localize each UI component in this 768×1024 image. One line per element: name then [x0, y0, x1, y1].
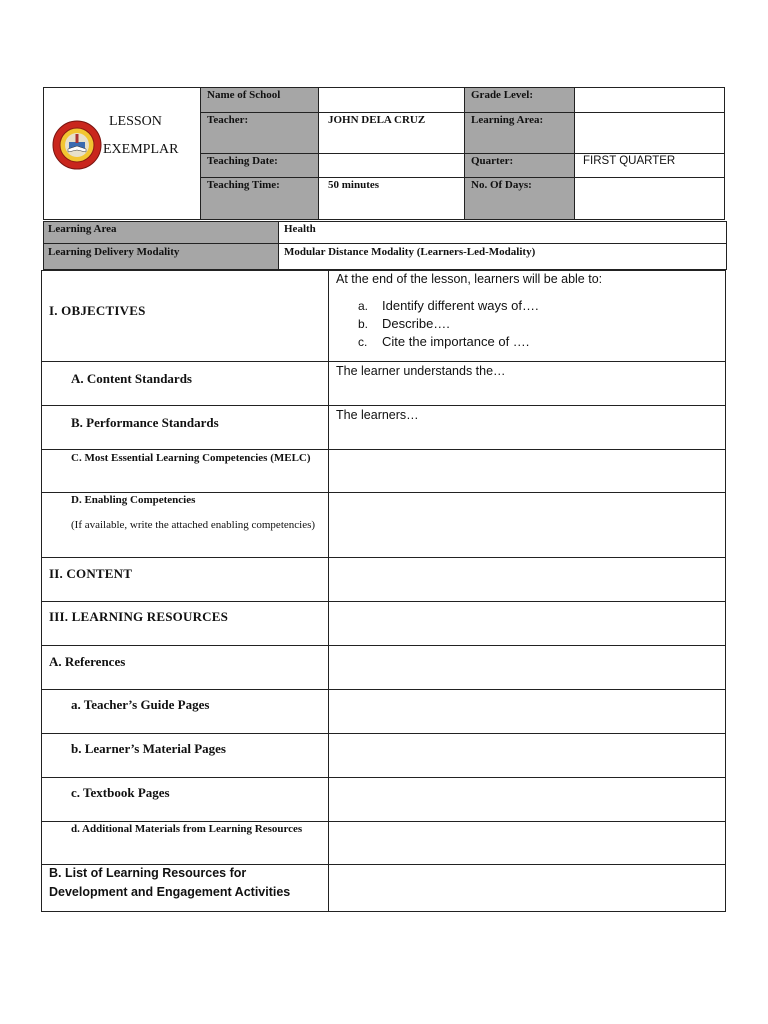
- objectives-list: [358, 298, 539, 352]
- title-lesson: LESSON: [109, 114, 162, 129]
- learning-area-info-value: Health: [284, 223, 316, 235]
- list-resources-label: B. List of Learning Resources for Development and Engagement Activities: [49, 866, 291, 899]
- quarter-label: Quarter:: [471, 155, 514, 167]
- name-of-school-label: Name of School: [207, 89, 281, 101]
- melc-value-cell[interactable]: [328, 449, 726, 493]
- learning-area-label: Learning Area:: [471, 114, 544, 126]
- teacher-value: JOHN DELA CRUZ: [328, 114, 426, 126]
- objectives-intro: At the end of the lesson, learners will be able to:: [336, 272, 603, 286]
- school-seal-logo: [52, 120, 102, 170]
- no-of-days-label: No. Of Days:: [471, 179, 532, 191]
- modality-label: Learning Delivery Modality: [48, 246, 180, 258]
- learning-area-info-label: Learning Area: [48, 223, 117, 235]
- title-exemplar: EXEMPLAR: [103, 142, 179, 157]
- no-of-days-value-cell[interactable]: [574, 177, 725, 220]
- teaching-time-value: 50 minutes: [328, 179, 380, 191]
- textbook-label: c. Textbook Pages: [71, 785, 170, 800]
- content-value-cell[interactable]: [328, 557, 726, 602]
- references-label: A. References: [49, 654, 126, 669]
- teachers-guide-label: a. Teacher’s Guide Pages: [71, 697, 210, 712]
- learners-material-value-cell[interactable]: [328, 733, 726, 778]
- performance-standards-value: The learners…: [336, 408, 419, 422]
- name-of-school-value-cell[interactable]: [318, 87, 465, 113]
- learning-area-info-value-cell[interactable]: [278, 221, 727, 244]
- teaching-date-label: Teaching Date:: [207, 155, 278, 167]
- enabling-note: (If available, write the attached enabling competencies): [71, 519, 316, 531]
- enabling-label: D. Enabling Competencies: [71, 494, 196, 506]
- teaching-date-value-cell[interactable]: [318, 153, 465, 178]
- additional-value-cell[interactable]: [328, 821, 726, 865]
- modality-value: Modular Distance Modality (Learners-Led-Modality): [284, 246, 536, 258]
- resources-value-cell[interactable]: [328, 601, 726, 646]
- additional-label: d. Additional Materials from Learning Resources: [71, 823, 303, 835]
- textbook-value-cell[interactable]: [328, 777, 726, 822]
- teaching-time-label: Teaching Time:: [207, 179, 280, 191]
- grade-level-label: Grade Level:: [471, 89, 534, 101]
- quarter-value: FIRST QUARTER: [583, 155, 676, 167]
- grade-level-value-cell[interactable]: [574, 87, 725, 113]
- list-resources-value-cell[interactable]: [328, 864, 726, 912]
- melc-label: C. Most Essential Learning Competencies (MELC): [71, 452, 311, 464]
- learning-area-value-cell[interactable]: [574, 112, 725, 154]
- teacher-label: Teacher:: [207, 114, 249, 126]
- content-standards-label: A. Content Standards: [71, 371, 192, 386]
- performance-standards-label: B. Performance Standards: [71, 415, 219, 430]
- resources-label: III. LEARNING RESOURCES: [49, 609, 229, 624]
- content-label: II. CONTENT: [49, 566, 133, 581]
- objectives-label: I. OBJECTIVES: [49, 303, 146, 318]
- objective-item: b. Describe….: [358, 316, 450, 331]
- references-value-cell[interactable]: [328, 645, 726, 690]
- learners-material-label: b. Learner’s Material Pages: [71, 741, 226, 756]
- objective-item: a. Identify different ways of….: [358, 298, 539, 313]
- teachers-guide-value-cell[interactable]: [328, 689, 726, 734]
- enabling-value-cell[interactable]: [328, 492, 726, 558]
- objective-item: c. Cite the importance of ….: [358, 334, 530, 349]
- content-standards-value: The learner understands the…: [336, 364, 506, 378]
